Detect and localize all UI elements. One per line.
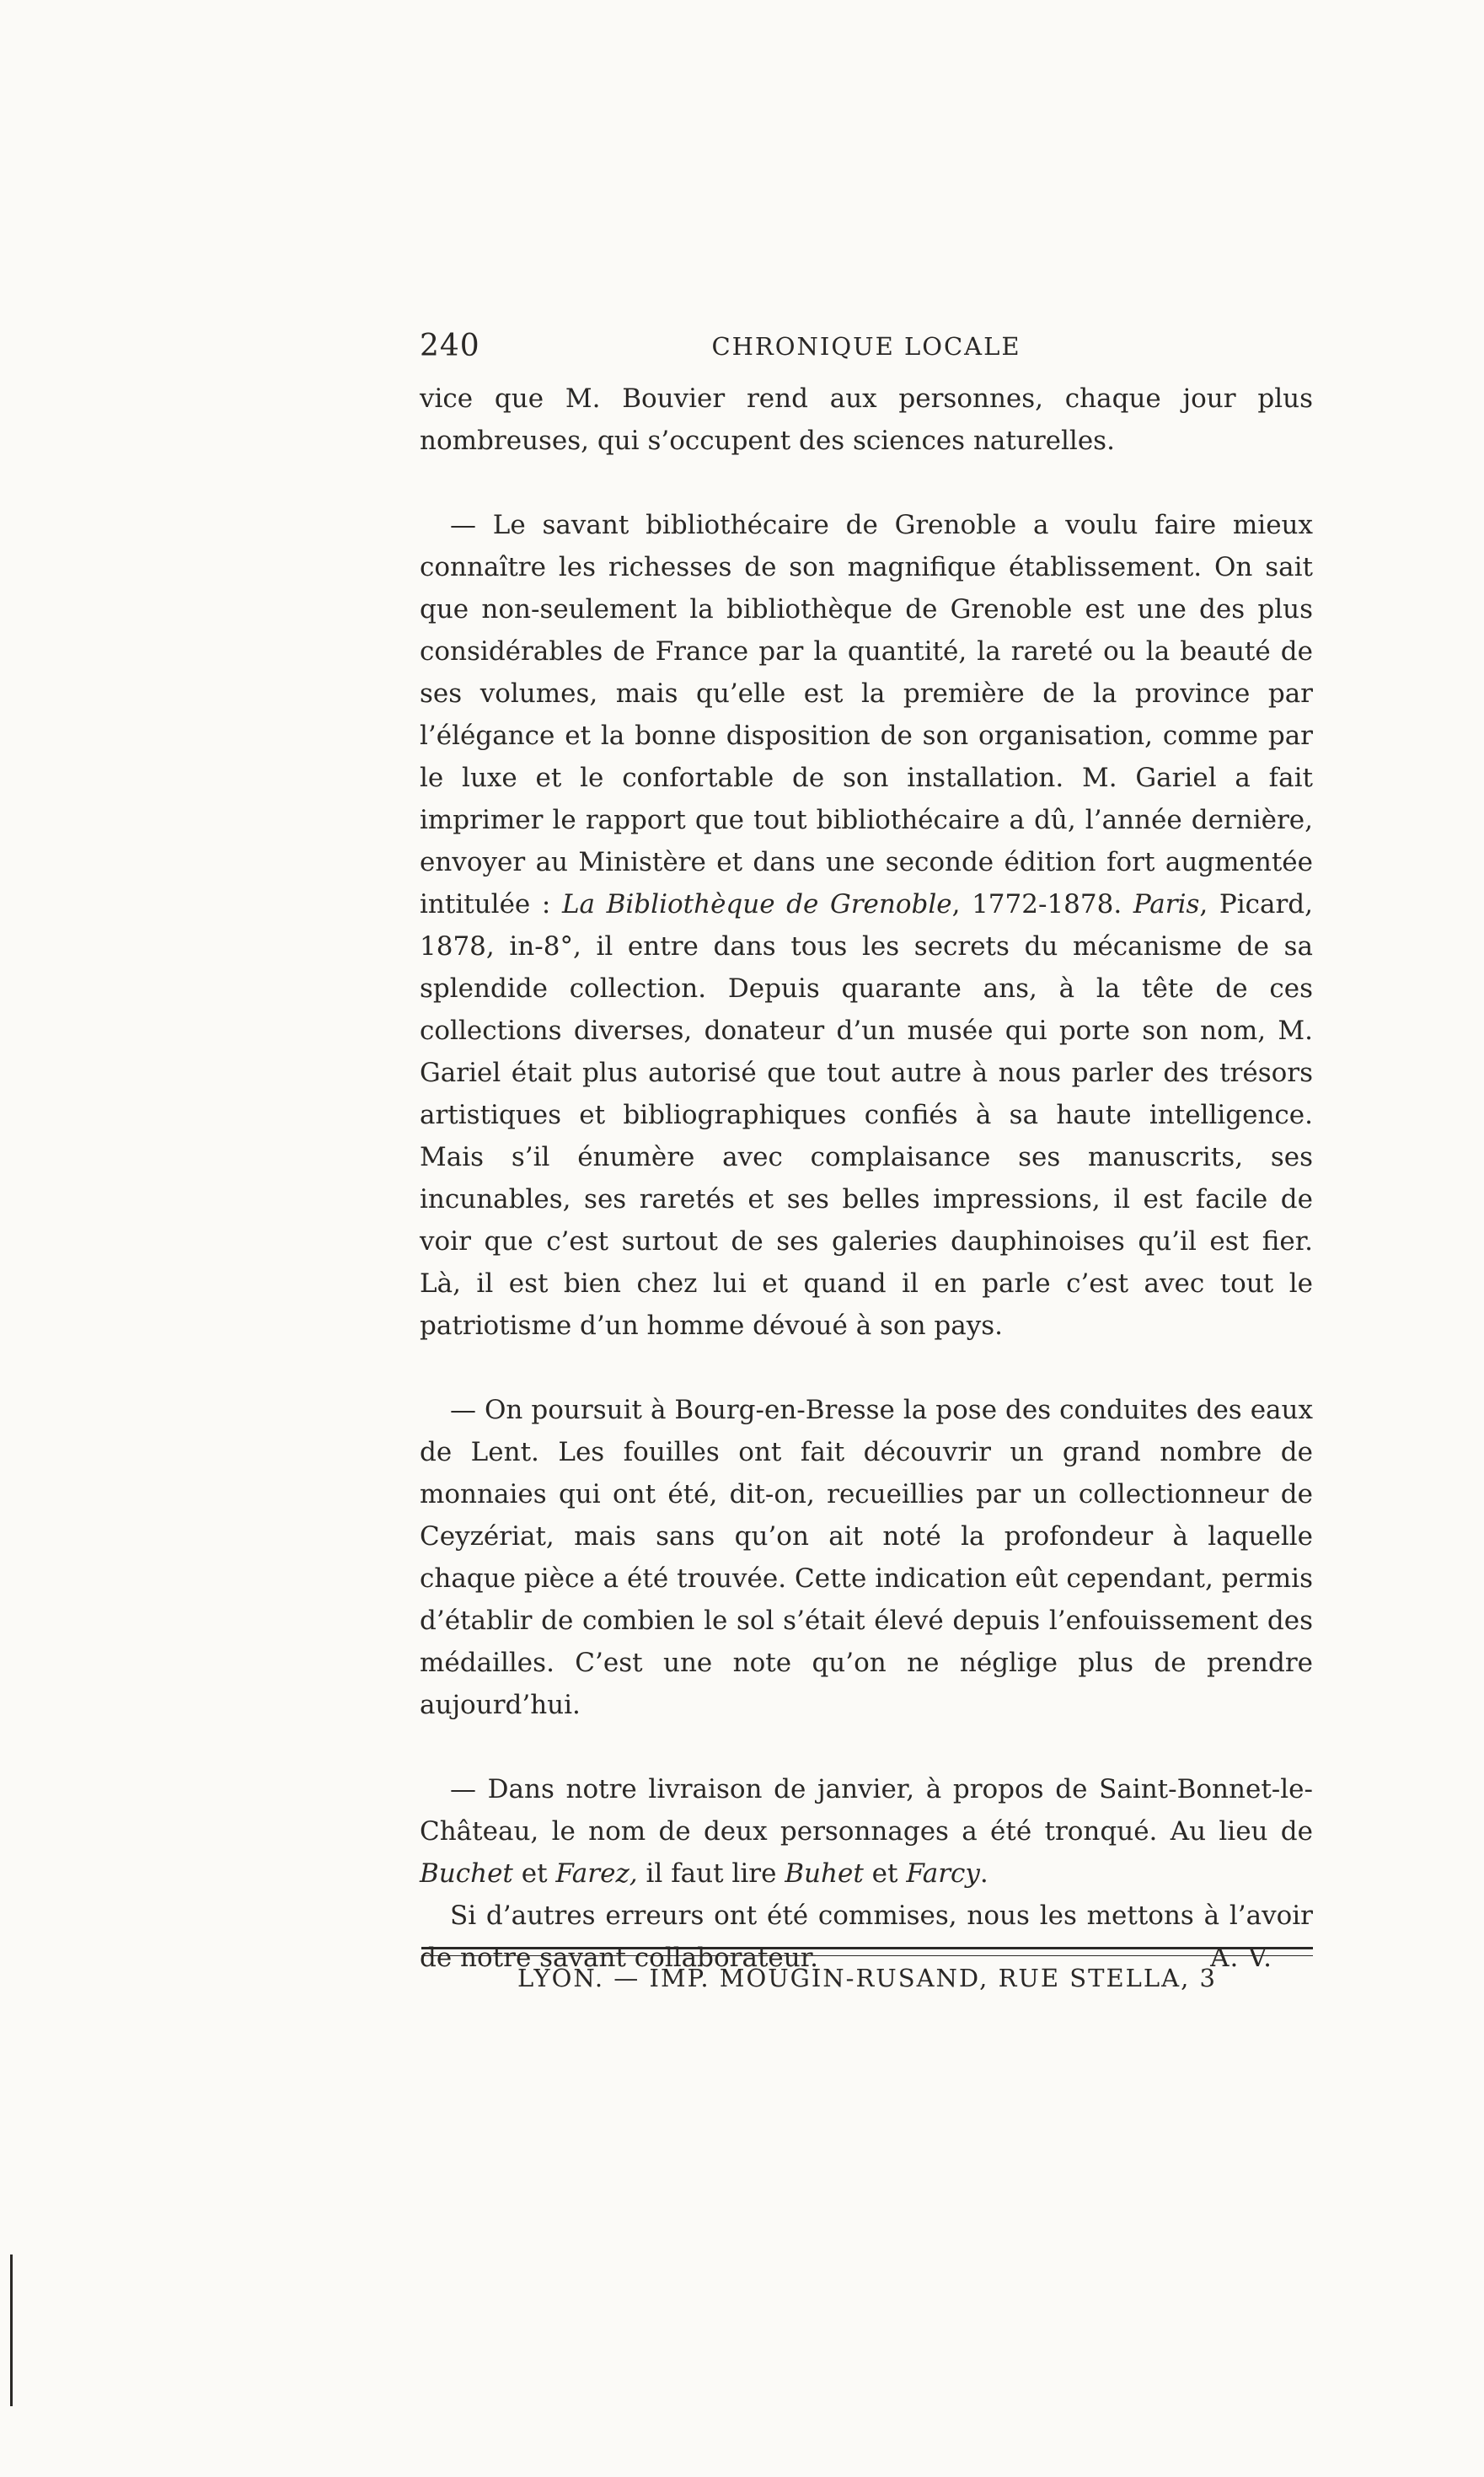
running-title: CHRONIQUE LOCALE bbox=[711, 332, 1021, 361]
name-buchet: Buchet bbox=[420, 1858, 513, 1889]
paragraph-text: et bbox=[863, 1858, 907, 1889]
paragraph-text: et bbox=[512, 1858, 556, 1889]
paragraph-bibliotheque bbox=[420, 504, 1313, 1347]
paragraph-text: , Picard, 1878, in-8°, il entre dans tous les secrets du mécanisme de sa splendide collection. Depuis quarante ans, à la tête de ces collections diverses, donateur d’un musée qui porte son nom, M. Gariel était plus autorisé que tout autre à nous parler des trésors artistiques et bibliographiques confiés à sa haute intelligence. Mais s’il énumère avec complaisance ses manuscrits, ses incunables, ses raretés et ses belles impressions, il est facile de voir que c’est surtout de ses galeries dauphinoises qu’il est fier. Là, il est bien chez lui et quand il en parle c’est avec tout le patriotisme d’un homme dévoué à son pays. bbox=[420, 889, 1313, 1341]
footer-rule bbox=[421, 1947, 1313, 1956]
page-number: 240 bbox=[420, 329, 480, 363]
page-content bbox=[420, 329, 1313, 1979]
paragraph-text: il faut lire bbox=[637, 1858, 785, 1889]
paragraph-continuation: vice que M. Bouvier rend aux personnes, chaque jour plus nombreuses, qui s’occupent des sciences naturelles. bbox=[420, 383, 1313, 456]
body-text bbox=[420, 378, 1313, 1979]
paragraph-text: — Dans notre livraison de janvier, à propos de Saint-Bonnet-le-Château, le nom de deux personnages a été tronqué. Au lieu de bbox=[420, 1774, 1313, 1847]
name-farcy: Farcy bbox=[906, 1858, 980, 1889]
place-name: Paris bbox=[1133, 889, 1200, 919]
author-signature: A. V. bbox=[1210, 1943, 1272, 1973]
margin-mark bbox=[10, 2254, 13, 2406]
paragraph-text: — Le savant bibliothécaire de Grenoble a voulu faire mieux connaître les richesses de son magnifique établissement. On sait que non-seulement la bibliothèque de Grenoble est une des plus considérables de France par la quantité, la rareté ou la beauté de ses volumes, mais qu’elle est la première de la province par l’élégance et la bonne disposition de son organisation, comme par le luxe et le confortable de son installation. M. Gariel a fait imprimer le rapport que tout bibliothécaire a dû, l’année dernière, envoyer au Ministère et dans une seconde édition fort augmentée intitulée : bbox=[420, 510, 1313, 919]
paragraph-bourg-en-bresse: — On poursuit à Bourg-en-Bresse la pose des conduites des eaux de Lent. Les fouilles ont fait découvrir un grand nombre de monnaies qui ont été, dit-on, recueillies par un collectionneur de Ceyzériat, mais sans qu’on ait noté la profondeur à laquelle chaque pièce a été trouvée. Cette indication eût cependant, permis d’établir de combien le sol s’était élevé depuis l’enfouissement des médailles. C’est une note qu’on ne néglige plus de prendre aujourd’hui. bbox=[420, 1395, 1313, 1720]
name-buhet: Buhet bbox=[785, 1858, 864, 1889]
running-head bbox=[420, 329, 1313, 378]
paragraph-erratum bbox=[420, 1768, 1313, 1895]
paragraph-text: , 1772-1878. bbox=[951, 889, 1133, 919]
paragraph-text: . bbox=[979, 1858, 988, 1889]
book-title: La Bibliothèque de Grenoble bbox=[561, 889, 952, 919]
name-farez: Farez, bbox=[555, 1858, 638, 1889]
printer-imprint: LYON. — IMP. MOUGIN-RUSAND, RUE STELLA, 3 bbox=[517, 1964, 1217, 1992]
paragraph-text: Si d’autres erreurs ont été commises, nous les mettons à l’avoir de notre savant collaborateur. bbox=[420, 1901, 1313, 1973]
